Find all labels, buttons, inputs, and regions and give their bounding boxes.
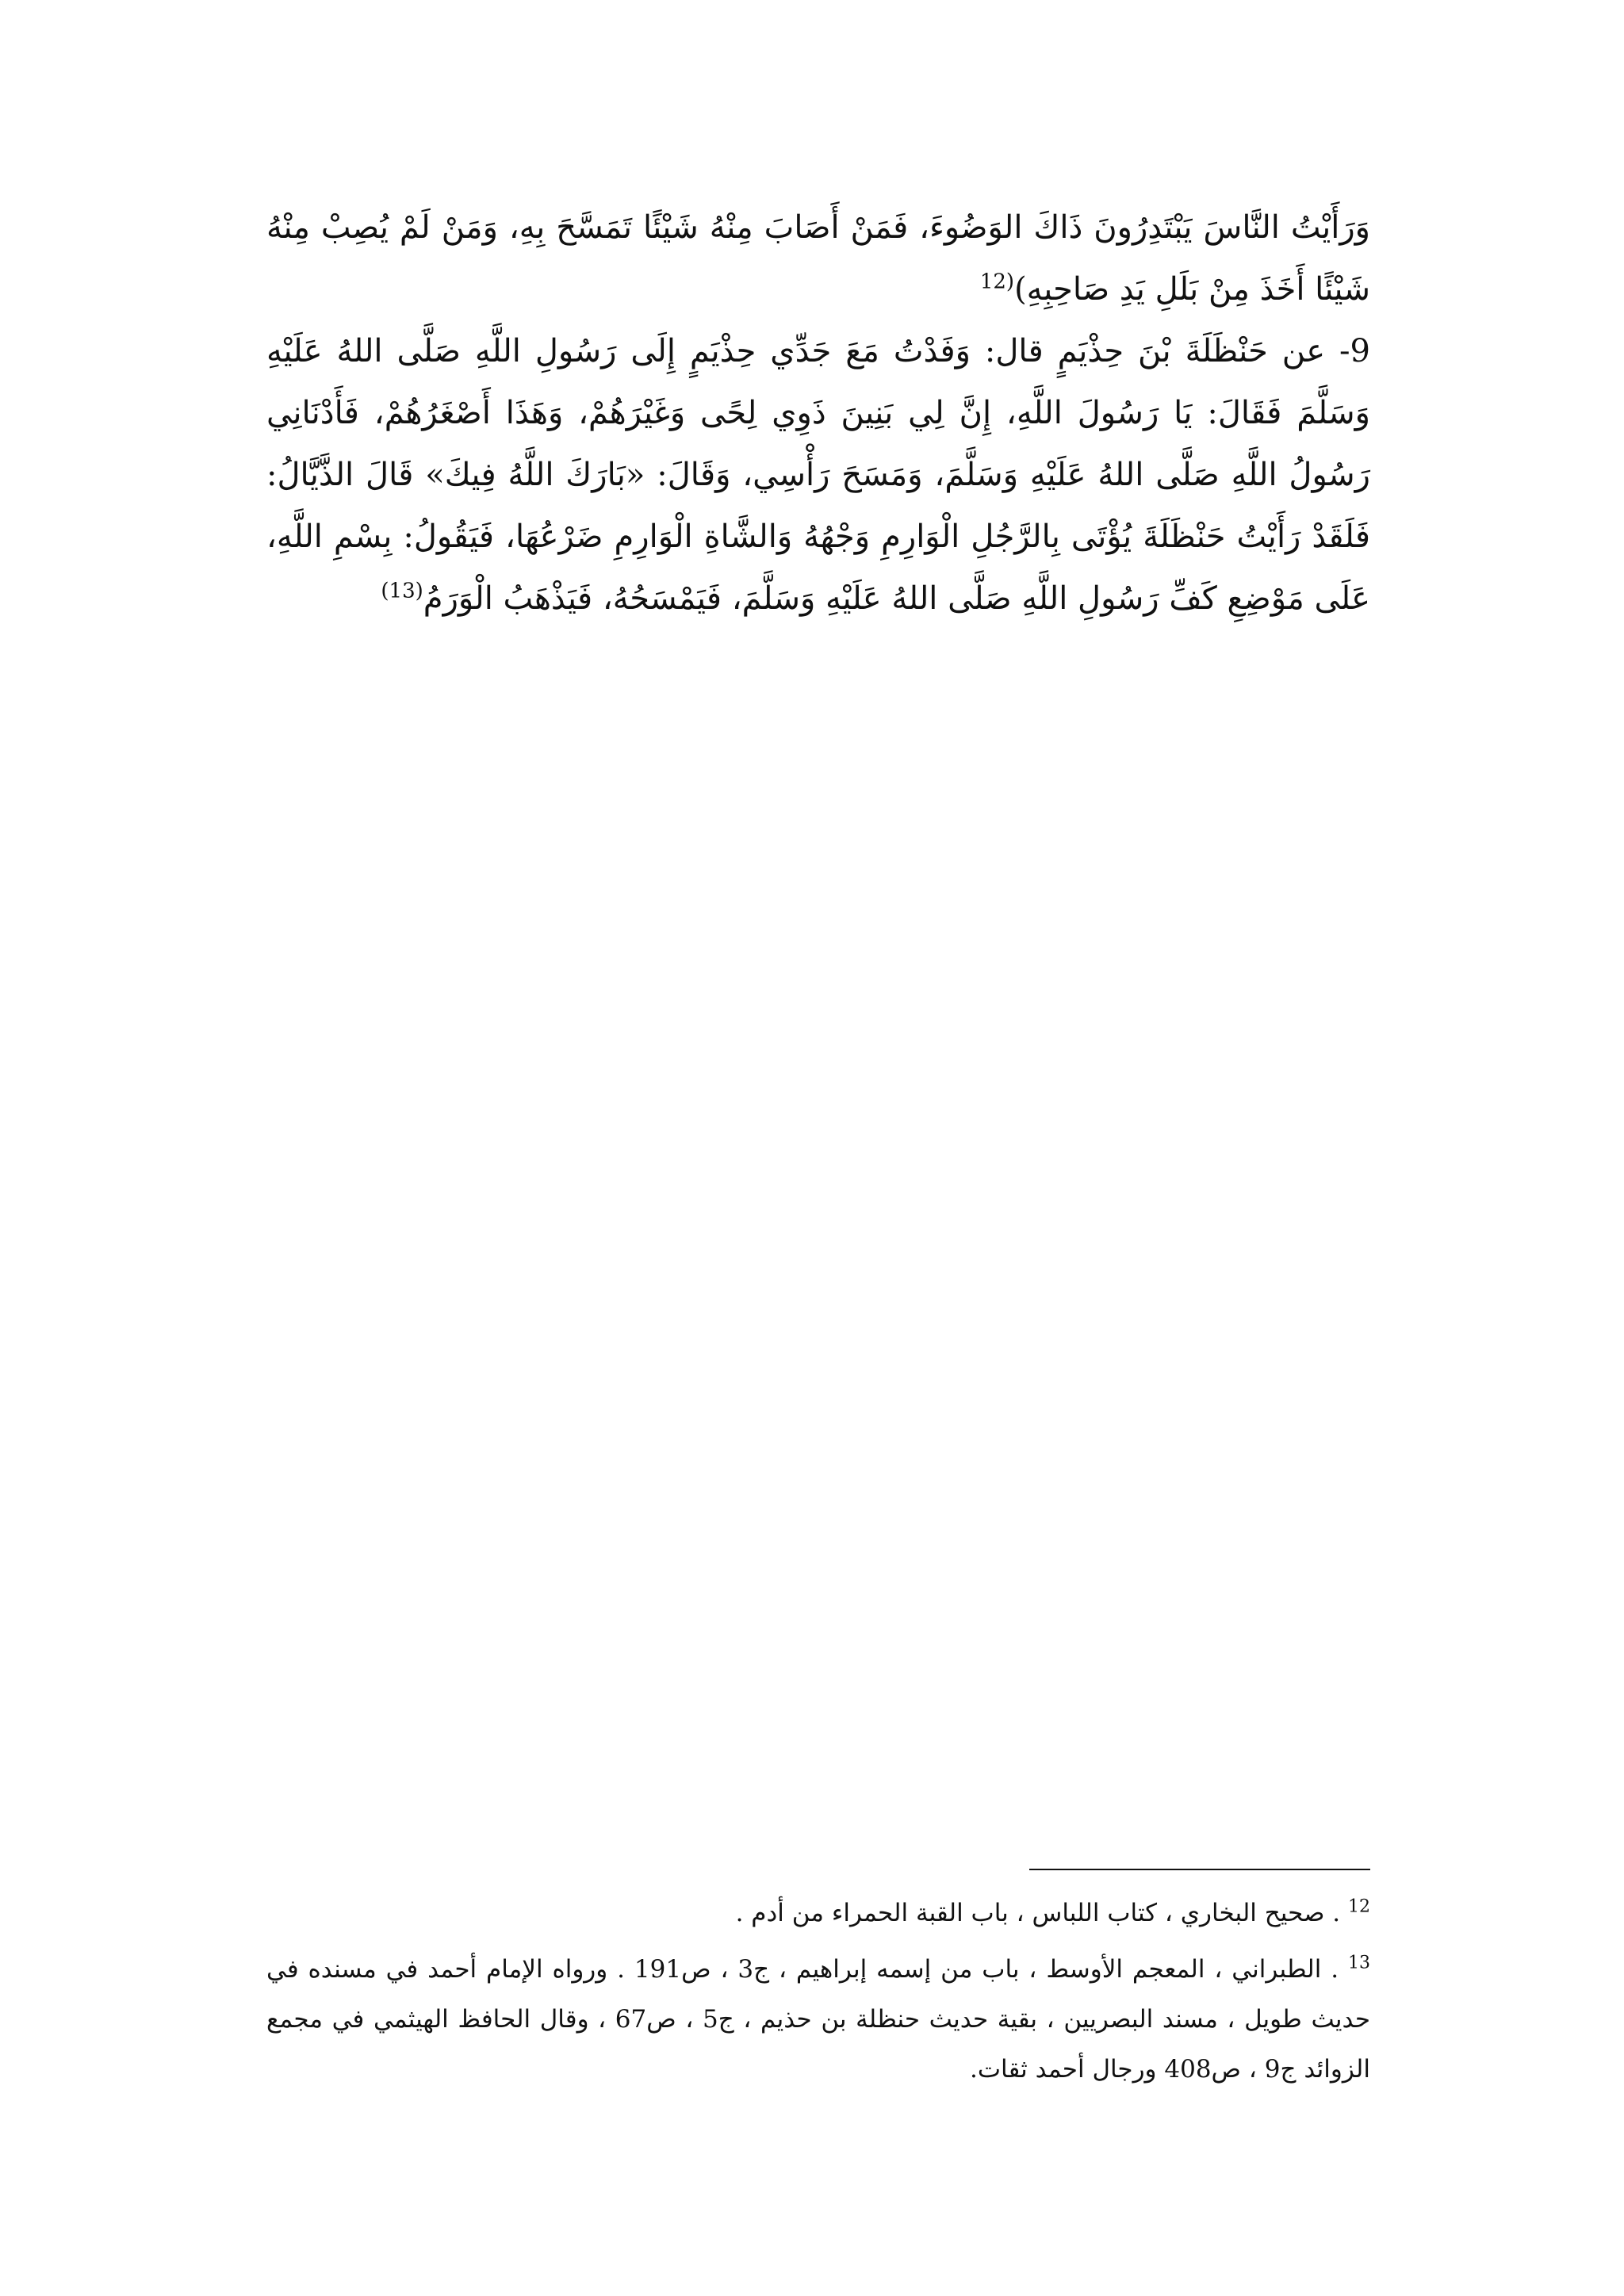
footnote-number: 13 — [1348, 1953, 1370, 1973]
footnotes-section — [266, 1888, 1370, 2101]
body-paragraph-1 — [266, 197, 1370, 320]
footnote-text: . الطبراني ، المعجم الأوسط ، باب من إسمه إبراهيم ، ج3 ، ص191 . ورواه الإمام أحمد في مسنده في حديث طويل ، مسند البصريين ، بقية حديث حنظلة بن حذيم ، ج5 ، ص67 ، وقال الحافظ الهيثمي في مجمع الزوائد ج9 ، ص408 ورجال أحمد ثقات. — [266, 1955, 1370, 2084]
footnote-separator — [1029, 1869, 1370, 1870]
footnote-12 — [266, 1888, 1370, 1938]
main-text-block — [266, 197, 1370, 629]
footnote-number: 12 — [1348, 1896, 1370, 1917]
paragraph-2-text: 9- عن حَنْظَلَةَ بْنَ حِذْيَمٍ قال: وَفَدْتُ مَعَ جَدِّي حِذْيَمٍ إِلَى رَسُولِ اللَّهِ صَلَّى اللهُ عَلَيْهِ وَسَلَّمَ فَقَالَ: يَا رَسُولَ اللَّهِ، إِنَّ لِي بَنِينَ ذَوِي لِحًى وَغَيْرَهُمْ، وَهَذَا أَصْغَرُهُمْ، فَأَدْنَانِي رَسُولُ اللَّهِ صَلَّى اللهُ عَلَيْهِ وَسَلَّمَ، وَمَسَحَ رَأْسِي، وَقَالَ: «بَارَكَ اللَّهُ فِيكَ» قَالَ الذَّيَّالُ: فَلَقَدْ رَأَيْتُ حَنْظَلَةَ يُؤْتَى بِالرَّجُلِ الْوَارِمِ وَجْهُهُ وَالشَّاةِ الْوَارِمِ ضَرْعُهَا، فَيَقُولُ: بِسْمِ اللَّهِ، عَلَى مَوْضِعِ كَفِّ رَسُولِ اللَّهِ صَلَّى اللهُ عَلَيْهِ وَسَلَّمَ، فَيَمْسَحُهُ، فَيَذْهَبُ الْوَرَمُ — [266, 333, 1370, 617]
footnote-ref-12: (12 — [979, 270, 1015, 294]
footnote-text: . صحيح البخاري ، كتاب اللباس ، باب القبة الحمراء من أدم . — [735, 1899, 1341, 1927]
body-paragraph-2 — [266, 320, 1370, 629]
footnote-13 — [266, 1945, 1370, 2095]
footnote-ref-13: (13) — [381, 579, 423, 603]
paragraph-1-text: وَرَأَيْتُ النَّاسَ يَبْتَدِرُونَ ذَاكَ الوَضُوءَ، فَمَنْ أَصَابَ مِنْهُ شَيْئًا تَمَسَّحَ بِهِ، وَمَنْ لَمْ يُصِبْ مِنْهُ شَيْئًا أَخَذَ مِنْ بَلَلِ يَدِ صَاحِبِهِ) — [266, 209, 1370, 308]
